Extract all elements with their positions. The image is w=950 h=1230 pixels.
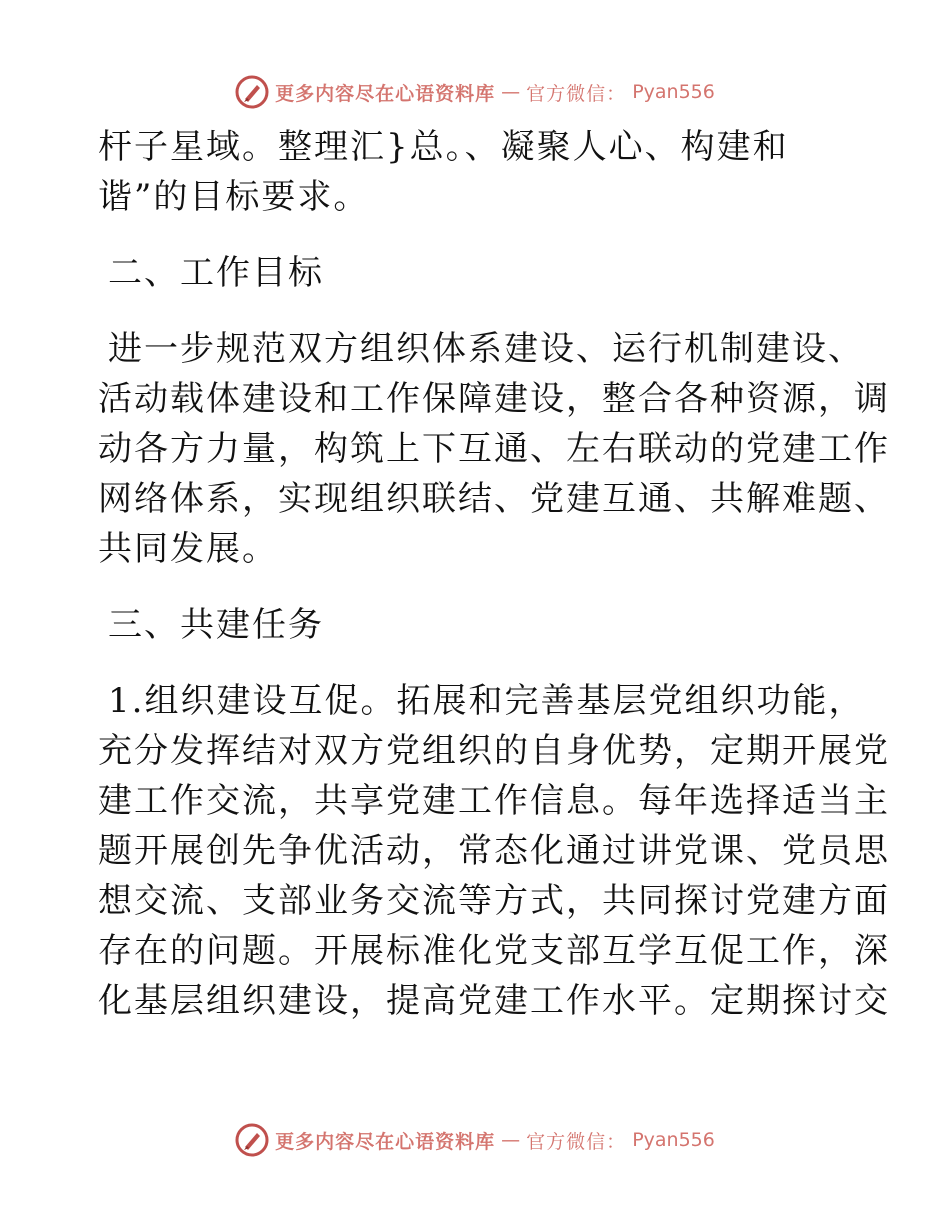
paragraph-line: 谐”的目标要求。 [98, 177, 370, 217]
watermark-official-wechat-label: 官方微信： [526, 1130, 627, 1153]
paragraph-line: 活动载体建设和工作保障建设，整合各种资源，调 [98, 379, 890, 419]
watermark-dash: — [501, 1129, 521, 1151]
pen-logo-icon [235, 75, 269, 109]
paragraph-line: 充分发挥结对双方党组织的自身优势，定期开展党 [98, 731, 890, 771]
section-heading-goals: 二、工作目标 [108, 253, 324, 293]
paragraph-line: 建工作交流，共享党建工作信息。每年选择适当主 [98, 781, 890, 821]
watermark-banner-bottom [0, 1120, 950, 1160]
section-heading-tasks: 三、共建任务 [108, 605, 324, 645]
document-body [98, 122, 890, 1026]
paragraph-line: 存在的问题。开展标准化党支部互学互促工作，深 [98, 931, 890, 971]
paragraph-line: 1.组织建设互促。拓展和完善基层党组织功能， [108, 681, 865, 721]
watermark-dash: — [501, 81, 521, 103]
watermark-official-wechat-label: 官方微信： [526, 82, 627, 105]
paragraph-line: 动各方力量，构筑上下互通、左右联动的党建工作 [98, 429, 890, 469]
watermark-banner-top [0, 72, 950, 112]
paragraph-line: 共同发展。 [98, 529, 278, 569]
watermark-wechat-id: Pyan556 [632, 1129, 715, 1151]
paragraph-line: 题开展创先争优活动，常态化通过讲党课、党员思 [98, 831, 890, 871]
watermark-library-text: 更多内容尽在心语资料库 [275, 82, 496, 105]
watermark-library-text: 更多内容尽在心语资料库 [275, 1130, 496, 1153]
paragraph-line: 化基层组织建设，提高党建工作水平。定期探讨交 [98, 981, 890, 1021]
paragraph-line: 杆子星域。整理汇}总。、凝聚人心、构建和 [98, 127, 789, 167]
watermark-wechat-id: Pyan556 [632, 81, 715, 103]
paragraph-line: 想交流、支部业务交流等方式，共同探讨党建方面 [98, 881, 890, 921]
pen-logo-icon [235, 1123, 269, 1157]
paragraph-line: 进一步规范双方组织体系建设、运行机制建设、 [108, 329, 864, 369]
paragraph-line: 网络体系，实现组织联结、党建互通、共解难题、 [98, 479, 890, 519]
